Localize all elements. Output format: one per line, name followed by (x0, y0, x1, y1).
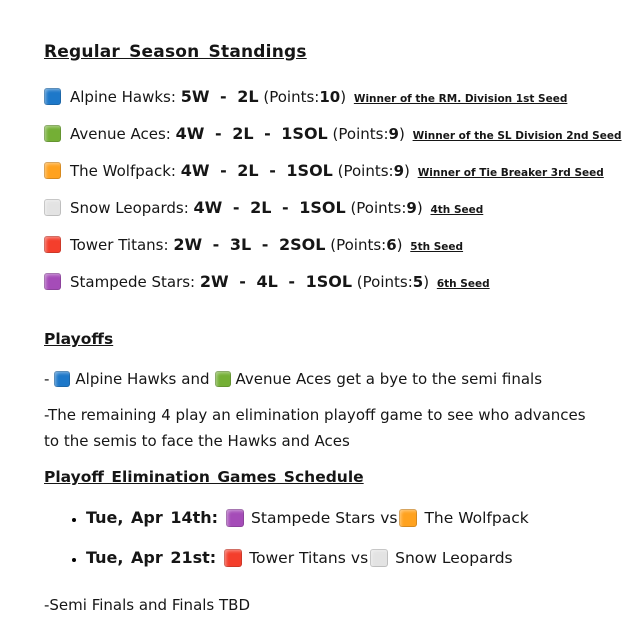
bye-team2: Avenue Aces (235, 370, 332, 388)
team-color-swatch-orange (399, 509, 417, 527)
points-label: (Points: (332, 125, 389, 143)
points-value: 5 (412, 273, 424, 291)
team-standing-text (70, 124, 622, 143)
team-color-swatch-purple (44, 273, 61, 290)
playoff-game-apr14 (86, 498, 606, 538)
team-record: 2W - 3L - 2SOL (173, 235, 326, 254)
vs-label: vs (350, 549, 369, 567)
game-team2: The Wolfpack (424, 509, 529, 527)
team-name: The Wolfpack: (70, 162, 176, 180)
team-row-snow-leopards (44, 189, 606, 226)
team-points (333, 125, 405, 143)
team-name: Avenue Aces: (70, 125, 171, 143)
playoff-game-apr21 (86, 538, 606, 578)
points-close: ) (398, 125, 405, 143)
playoffs-note (44, 402, 606, 454)
team-record: 4W - 2L - 1SOL (193, 198, 346, 217)
team-name: Snow Leopards: (70, 199, 189, 217)
team-color-swatch-red (44, 236, 61, 253)
points-close: ) (396, 236, 403, 254)
schedule-title: Playoff Elimination Games Schedule (44, 468, 364, 486)
team-points (263, 88, 346, 106)
team-row-wolfpack (44, 152, 606, 189)
points-label: (Points: (337, 162, 394, 180)
points-value: 9 (406, 199, 417, 217)
bye-team1: Alpine Hawks (75, 370, 177, 388)
team-color-swatch-white (44, 199, 61, 216)
points-close: ) (404, 162, 410, 180)
semifinals-tbd-note: -Semi Finals and Finals TBD (44, 596, 251, 614)
points-value: 10 (319, 88, 341, 106)
dash-prefix: - (44, 370, 50, 388)
vs-label: vs (380, 509, 398, 527)
points-close: ) (416, 199, 423, 217)
team-record: 4W - 2L - 1SOL (175, 124, 328, 143)
team-row-alpine-hawks (44, 78, 606, 115)
points-close: ) (423, 273, 430, 291)
team-color-swatch-purple (226, 509, 244, 527)
team-standing-text (70, 198, 483, 217)
standings-title: Regular Season Standings (44, 42, 307, 62)
game-team1: Tower Titans (249, 549, 346, 567)
team-row-avenue-aces (44, 115, 622, 152)
team-color-swatch-red (224, 549, 242, 567)
team-record: 5W - 2L (180, 87, 259, 106)
team-record: 2W - 4L - 1SOL (199, 272, 353, 291)
seed-note: Winner of the RM. Division 1st Seed (353, 93, 568, 105)
team-color-swatch-blue (54, 371, 70, 387)
points-label: (Points: (263, 88, 320, 106)
playoffs-title: Playoffs (44, 330, 114, 348)
team-color-swatch-blue (44, 88, 61, 105)
team-color-swatch-white (370, 549, 388, 567)
playoffs-bye-line (44, 370, 606, 388)
team-color-swatch-orange (44, 162, 61, 179)
playoff-games-list (44, 498, 606, 578)
points-value: 6 (386, 236, 397, 254)
points-label: (Points: (356, 273, 413, 291)
game-team1: Stampede Stars (251, 509, 376, 527)
team-name: Stampede Stars: (70, 273, 196, 291)
seed-note: Winner of Tie Breaker 3rd Seed (417, 167, 604, 179)
team-points (357, 273, 429, 291)
team-row-stampede-stars (44, 263, 606, 300)
seed-note: Winner of the SL Division 2nd Seed (412, 130, 622, 142)
playoffs-note-line1: -The remaining 4 play an elimination playoff game to see who advances (44, 406, 586, 424)
points-label: (Points: (330, 236, 387, 254)
game-date: Tue, Apr 14th: (86, 508, 219, 527)
points-value: 9 (388, 125, 399, 143)
game-date: Tue, Apr 21st: (86, 548, 217, 567)
team-standing-text (70, 235, 463, 254)
team-points (330, 236, 402, 254)
seed-note: 5th Seed (410, 241, 464, 253)
bye-rest-text: get a bye to the semi finals (336, 370, 543, 388)
team-record: 4W - 2L - 1SOL (180, 161, 333, 180)
seed-note: 4th Seed (430, 204, 484, 216)
team-row-tower-titans (44, 226, 606, 263)
team-points (338, 162, 410, 180)
seed-note: 6th Seed (436, 278, 490, 290)
points-label: (Points: (350, 199, 407, 217)
team-name: Alpine Hawks: (70, 88, 176, 106)
team-color-swatch-green (44, 125, 61, 142)
team-points (350, 199, 422, 217)
points-close: ) (340, 88, 347, 106)
playoffs-note-line2: to the semis to face the Hawks and Aces (44, 432, 350, 450)
team-standing-text (70, 87, 567, 106)
team-standing-text (70, 272, 490, 291)
game-team2: Snow Leopards (395, 549, 513, 567)
points-value: 9 (393, 162, 405, 180)
team-name: Tower Titans: (70, 236, 169, 254)
team-color-swatch-green (215, 371, 231, 387)
team-standing-text (70, 161, 604, 180)
bye-connector: and (181, 370, 210, 388)
